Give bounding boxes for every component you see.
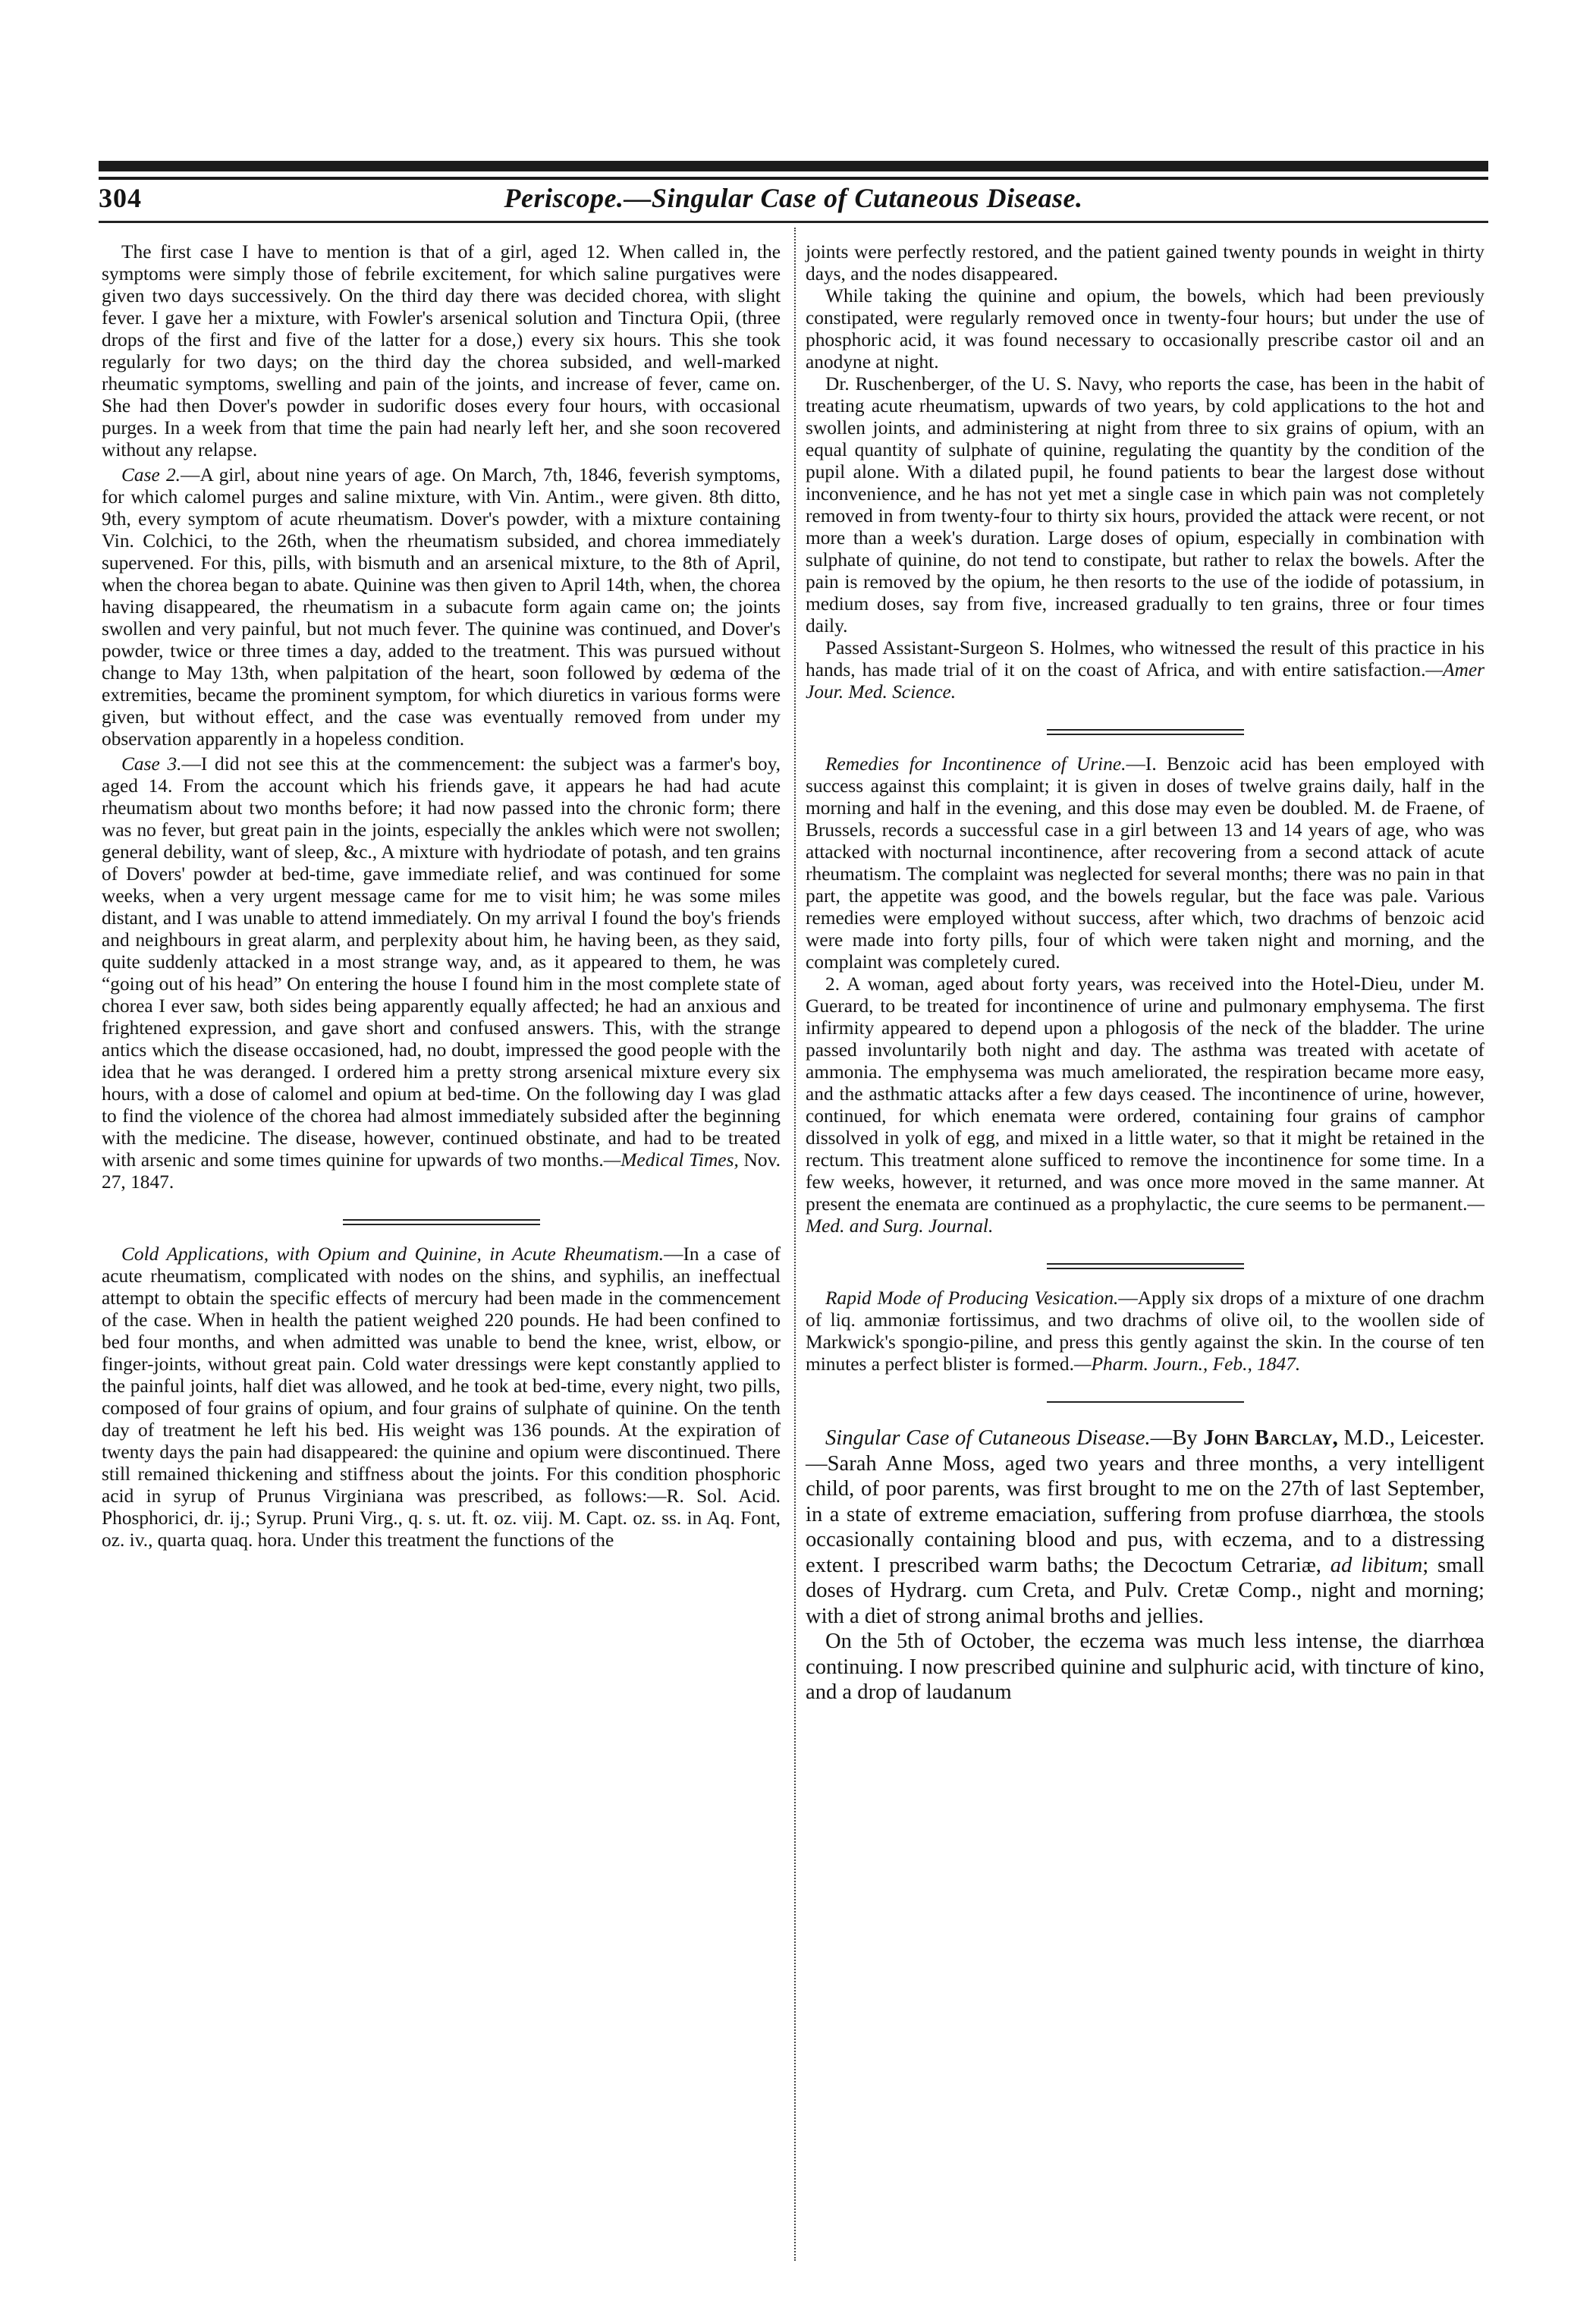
ruschenberger-text: Dr. Ruschenberger, of the U. S. Navy, who reports the case, has been in the habit of treating acute rheumatism, upwards of two years, by cold applications to the hot and swollen joints, and administering at night from three to six grains of opium, with an equal quantity of sulphate of quinine, regulating the quantity by the condition of the pupil alone. With a dilated pupil, he found patients to bear the largest dose without inconvenience, and he has not yet met a single case in which pain was not completely removed in from twenty-four to thirty six hours, provided the attack were recent, or not more than a week's duration. Large doses of opium, especially in combination with sulphate of quinine, do not tend to constipate, but rather to relax the bowels. After the pain is removed by the opium, he then resorts to the use of the iodide of potassium, in medium doses, say from five, increased gradually to ten grains, three or four times daily. [806,373,1484,637]
case-2-text: —A girl, about nine years of age. On March, 7th, 1846, feverish symptoms, for which calomel purges and saline mixture, with Vin. Antim., were given. 8th ditto, 9th, every symptom of acute rheumatism. Dover's powder, with a mixture containing Vin. Colchici, to the 26th, when the rheumatism subsided, and chorea immediately supervened. For this, pills, with bismuth and an arsenical mixture, to the 8th of April, when the chorea began to abate. Quinine was then given to April 14th, when, the chorea having disappeared, the rheumatism in a subacute form again came on; the joints swollen and very painful, but not much fever. The quinine was continued, and Dover's powder, twice or three times a day, added to the treatment. This was pursued without change to May 13th, when palpitation of the heart, soon followed by œdema of the extremities, became the prominent symptom, for which diuretics in various forms were given, but without effect, and the case was eventually removed from under my observation apparently in a hopeless condition. [102,464,781,750]
woman-case-source: —Med. and Surg. Journal. [806,1193,1484,1237]
woman-case-text: 2. A woman, aged about forty years, was received into the Hotel-Dieu, under M. Guerard, to be treated for incontinence of urine and pulmonary emphysema. The first infirmity appeared to depend upon a phlogosis of the neck of the bladder. The urine passed involuntarily both night and day. The asthma was treated with acetate of ammonia. The emphysema was much ameliorated, the respiration became more easy, and the asthmatic attacks after a few days ceased. The incontinence of urine, however, continued, for which enemata were ordered, containing four grains of camphor dissolved in yolk of egg, and mixed in a little water, so that it might be retained in the rectum. This treatment alone sufficed to remove the incontinence for some time. In a few weeks, however, it returned, and was once more moved in the same manner. At present the enemata are continued as a prophylactic, the cure seems to be permanent. [806,973,1484,1215]
left-column [102,241,781,1551]
page-number: 304 [99,183,142,213]
paragraph-incontinence [806,753,1484,973]
ad-libitum: ad libitum [1330,1553,1423,1577]
case-1-text: The first case I have to mention is that of a girl, aged 12. When called in, the symptoms were simply those of febrile excitement, for which saline purgatives were given two days successively. On the third day there was decided chorea, with slight fever. I gave her a mixture, with Fowler's arsenical solution and Tinctura Opii, (three drops of the first and five of the latter for a dose,) every six hours. This she took regularly for two days; on the third day the chorea subsided, and well-marked rheumatic symptoms, swelling and pain of the joints, and increase of fever, came on. She had then Dover's powder in sudorific doses every four hours, with occasional purges. In a week from that time the pain had nearly left her, and she soon recovered without any relapse. [102,241,781,461]
header-rule [99,221,1488,223]
paragraph-continued [806,241,1484,285]
vesication-source: —Pharm. Journ., Feb., 1847. [1073,1353,1301,1375]
section-separator [1047,729,1244,731]
right-column [806,241,1484,1705]
october-text: On the 5th of October, the eczema was much less intense, the diarrhœa continuing. I now prescribed quinine and sulphuric acid, with tincture of kino, and a drop of laudanum [806,1630,1484,1704]
paragraph-october [806,1629,1484,1705]
vesication-title: Rapid Mode of Producing Vesication. [825,1287,1119,1309]
cutaneous-text: M.D., Leicester.—Sarah Anne Moss, aged two years and three months, a very intelligent child, of poor parents, was first brought to me on the 27th of last September, in a state of extreme emaciation, suffering from profuse diarrhœa, the stools occasionally containing blood and pus, with eczema, and to a distressing extent. I prescribed warm baths; the Decoctum Cetrariæ, [806,1426,1485,1577]
case-3-date: Nov. 27, 1847. [102,1149,781,1193]
incontinence-text: —I. Benzoic acid has been employed with success against this complaint; it is given in doses of twelve grains daily, half in the morning and half in the evening, and this dose may even be doubled. M. de Fraene, of Brussels, records a successful case in a girl between 13 and 14 years of age, who was attacked with nocturnal incontinence, after recovering from a second attack of acute rheumatism. The complaint was neglected for several months; there was no pain in that part, the appetite was good, and the bowels regular, but the face was pale. Various remedies were employed without success, after which, two drachms of benzoic acid were made into forty pills, four of which were taken night and morning, and the complaint was completely cured. [806,753,1484,973]
cold-applications-text: —In a case of acute rheumatism, complicated with nodes on the shins, and syphilis, an ineffectual attempt to obtain the specific effects of mercury had been made in the commencement of the case. When in health the patient weighed 220 pounds. He had been confined to bed four months, and when admitted was unable to bend the knee, wrist, elbow, or finger-joints, without great pain. Cold water dressings were kept constantly applied to the painful joints, half diet was allowed, and he took at bed-time, every night, two pills, composed of four grains of opium, and four grains of sulphate of quinine. On the tenth day of treatment he left his bed. His weight was 136 pounds. At the expiration of twenty days the pain had disappeared: the quinine and opium were discontinued. There still remained thickening and stiffness about the joints. For this condition phosphoric acid in syrup of Prunus Virginiana was prescribed, as follows:—R. Sol. Acid. Phosphorici, dr. ij.; Syrup. Pruni Virg., q. s. ut. ft. oz. viij. M. Capt. oz. ss. in Aq. Font, oz. iv., quarta quaq. hora. Under this treatment the functions of the [102,1243,781,1551]
continued-text: joints were perfectly restored, and the patient gained twenty pounds in weight in thirty days, and the nodes disappeared. [806,241,1484,284]
paragraph-bowels [806,285,1484,373]
section-separator [1047,1401,1244,1403]
top-rule-thin [99,177,1488,180]
vesication-text: —Apply six drops of a mixture of one drachm of liq. ammoniæ fortissimus, and two drachms of olive oil, to the woollen side of Markwick's spongio-piline, and press this gently against the skin. In the course of ten minutes a perfect blister is formed. [806,1287,1484,1375]
section-separator [1047,1263,1244,1265]
paragraph-woman-case [806,973,1484,1237]
paragraph-cutaneous-disease [806,1426,1484,1629]
cold-applications-title: Cold Applications, with Opium and Quinine, in Acute Rheumatism. [121,1243,664,1265]
paragraph-holmes [806,637,1484,703]
paragraph-vesication [806,1287,1484,1375]
author-name: John Barclay, [1203,1426,1338,1450]
cutaneous-title: Singular Case of Cutaneous Disease. [825,1426,1151,1450]
cutaneous-text-cont: ; small doses of Hydrarg. cum Creta, and Pulv. Cretæ Comp., night and morning; with a diet of strong animal broths and jellies. [806,1553,1484,1628]
paragraph-case-1 [102,241,781,461]
top-rule-thick [99,161,1488,171]
incontinence-title: Remedies for Incontinence of Urine. [825,753,1126,775]
paragraph-case-3 [102,753,781,1193]
bowels-text: While taking the quinine and opium, the bowels, which had been previously constipated, were regularly removed once in twenty-four hours; but under the use of phosphoric acid, it was found necessary to occasionally prescribe castor oil and an anodyne at night. [806,285,1484,372]
case-3-label: Case 3. [121,753,182,775]
page-header [99,182,1488,218]
cutaneous-by: —By [1150,1426,1198,1450]
holmes-source: —Amer Jour. Med. Science. [806,659,1484,703]
section-separator [343,1219,540,1221]
paragraph-ruschenberger [806,373,1484,637]
case-3-source: —Medical Times, [603,1149,739,1171]
column-divider [794,228,797,2261]
case-2-label: Case 2. [121,464,181,486]
holmes-text: Passed Assistant-Surgeon S. Holmes, who witnessed the result of this practice in his hands, has made trial of it on the coast of Africa, and with entire satisfaction. [806,637,1484,681]
paragraph-case-2 [102,464,781,750]
paragraph-cold-applications [102,1243,781,1551]
running-head: Periscope.—Singular Case of Cutaneous Disease. [504,183,1083,213]
case-3-text: —I did not see this at the commencement: the subject was a farmer's boy, aged 14. From the account which his friends gave, it appears he had had acute rheumatism about two months before; it had now passed into the chronic form; there was no fever, but great pain in the joints, especially the ankles which were not swollen; general debility, want of sleep, &c., A mixture with hydriodate of potash, and ten grains of Dovers' powder at bed-time, gave immediate relief, and was continued for some weeks, when a very urgent message came for me to visit him; he was some miles distant, and I was unable to attend immediately. On my arrival I found the boy's friends and neighbours in great alarm, and perplexity about him, he having been, as they said, quite suddenly attacked in a most strange way, and, as it appeared to them, he was “going out of his head” On entering the house I found him in the most complete state of chorea I ever saw, both sides being apparently equally affected; he had an anxious and frightened expression, and gave short and confused answers. This, with the strange antics which the disease occasioned, had, no doubt, impressed the good people with the idea that he was deranged. I ordered him a pretty strong arsenical mixture every six hours, with a dose of calomel and opium at bed-time. On the following day I was glad to find the violence of the chorea had almost immediately subsided after the beginning with the medicine. The disease, however, continued obstinate, and had to be treated with arsenic and some times quinine for upwards of two months. [102,753,781,1171]
